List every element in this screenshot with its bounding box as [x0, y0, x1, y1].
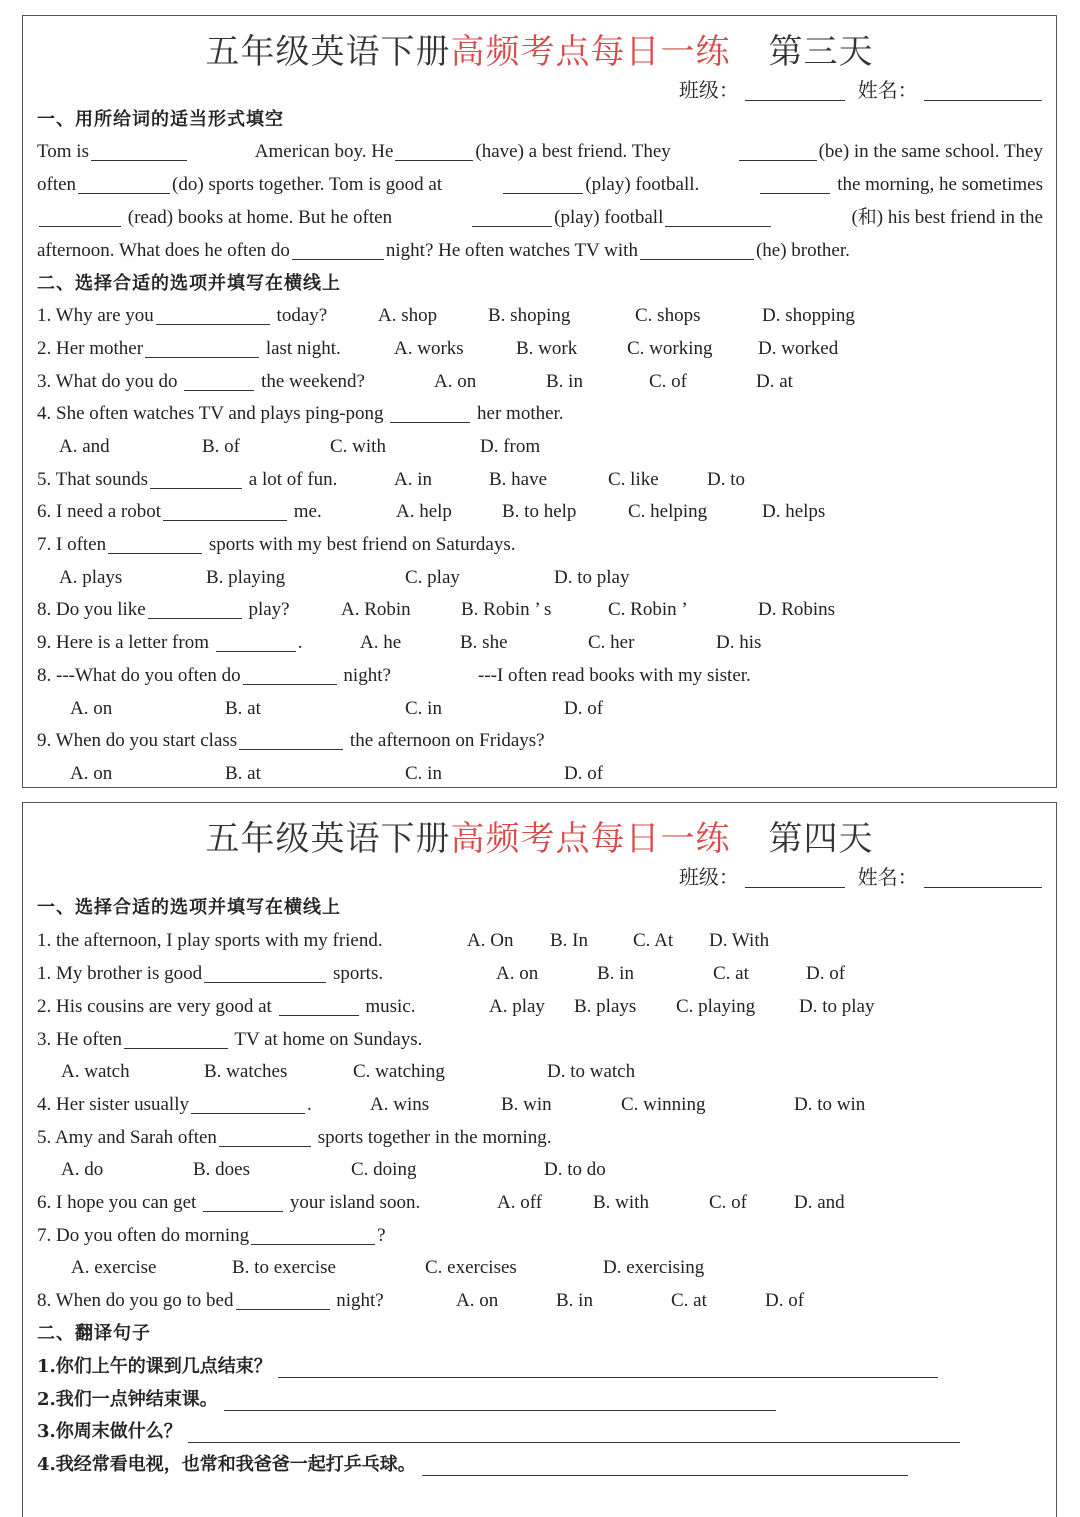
option-b[interactable]: B. with — [593, 1192, 649, 1213]
question-stem: 5. Amy and Sarah often — [37, 1127, 217, 1148]
worksheet-day3 — [22, 15, 1057, 788]
question — [37, 367, 1037, 397]
option-d[interactable]: D. of — [564, 698, 604, 719]
question-tail: today? — [276, 305, 328, 326]
question-stem: 9. Here is a letter from — [37, 632, 209, 653]
question-stem: 4. She often watches TV and plays ping-pong — [37, 403, 384, 424]
option-c[interactable]: C. At — [633, 930, 674, 951]
option-c[interactable]: C. Robin ’ — [608, 599, 688, 620]
worksheet-day4 — [22, 802, 1057, 1517]
translation-answer-line[interactable] — [278, 1357, 938, 1378]
option-c[interactable]: C. in — [405, 698, 442, 719]
option-c[interactable]: C. winning — [621, 1094, 706, 1115]
answer-blank[interactable] — [145, 337, 259, 358]
question — [37, 595, 1037, 625]
question — [37, 661, 1037, 691]
passage-text: (do) sports together. Tom is good at — [172, 174, 443, 195]
option-a[interactable]: A. on — [434, 371, 477, 392]
question — [37, 399, 1037, 429]
section-heading: 一、用所给词的适当形式填空 — [37, 109, 284, 130]
student-info — [679, 861, 1042, 890]
option-a[interactable]: A. shop — [378, 305, 438, 326]
question-stem: 2. Her mother — [37, 338, 144, 359]
options-row — [37, 1253, 1037, 1283]
option-d[interactable]: D. helps — [762, 501, 826, 522]
option-d[interactable]: D. from — [480, 436, 541, 457]
option-b[interactable]: B. in — [556, 1290, 593, 1311]
blank-field[interactable] — [39, 206, 121, 227]
option-c[interactable]: C. exercises — [425, 1257, 517, 1278]
passage-line — [37, 236, 850, 266]
option-a[interactable]: A. exercise — [71, 1257, 157, 1278]
answer-blank[interactable] — [148, 598, 242, 619]
blank-field[interactable] — [78, 173, 170, 194]
question — [37, 1123, 1037, 1153]
option-c[interactable]: C. playing — [676, 996, 756, 1017]
question-stem: 1. My brother is good — [37, 963, 203, 984]
options-row — [37, 432, 1037, 462]
name-field[interactable] — [924, 869, 1042, 888]
option-a[interactable]: A. on — [496, 963, 539, 984]
question-stem: 7. Do you often do morning — [37, 1225, 250, 1246]
question-stem: 5. That sounds — [37, 469, 149, 490]
question-tail: her mother. — [477, 403, 564, 424]
answer-blank[interactable] — [204, 962, 326, 983]
options-row — [37, 1057, 1037, 1087]
question — [37, 926, 1037, 956]
question-tail: . — [297, 632, 303, 653]
option-b[interactable]: B. shoping — [488, 305, 571, 326]
title-day: 第四天 — [768, 819, 874, 859]
option-b[interactable]: B. at — [225, 698, 261, 719]
option-c[interactable]: C. doing — [351, 1159, 417, 1180]
options-row — [37, 694, 1037, 724]
option-c[interactable]: C. play — [405, 567, 460, 588]
option-d[interactable]: D. shopping — [762, 305, 855, 326]
option-b[interactable]: B. at — [225, 763, 261, 784]
class-label: 班级： — [678, 865, 739, 889]
option-d[interactable]: D. worked — [758, 338, 839, 359]
question-tail: night? — [336, 1290, 384, 1311]
blank-field[interactable] — [503, 173, 583, 194]
title-red: 高频考点每日一练 — [450, 819, 731, 859]
answer-blank[interactable] — [108, 533, 202, 554]
answer-blank[interactable] — [124, 1028, 228, 1049]
question — [37, 1286, 1037, 1316]
class-field[interactable] — [745, 869, 845, 888]
option-b[interactable]: B. plays — [574, 996, 637, 1017]
translation-item — [37, 1417, 960, 1447]
option-b[interactable]: B. Robin ’ s — [461, 599, 552, 620]
passage-text: (read) books at home. But he often — [127, 207, 393, 228]
option-a[interactable]: A. in — [394, 469, 432, 490]
question-tail: . — [306, 1094, 312, 1115]
passage-text: (play) football. — [585, 174, 700, 195]
blank-field[interactable] — [292, 239, 384, 260]
question — [37, 628, 1037, 658]
passage-text: (have) a best friend. They — [475, 141, 671, 162]
option-a[interactable]: A. play — [489, 996, 545, 1017]
blank-field[interactable] — [472, 206, 552, 227]
question-stem: 1. the afternoon, I play sports with my friend. — [37, 930, 383, 951]
translation-prompt: 1.你们上午的课到几点结束？ — [37, 1356, 272, 1377]
question-tail: your island soon. — [289, 1192, 421, 1213]
passage-line — [37, 137, 1043, 167]
option-c[interactable]: C. her — [588, 632, 635, 653]
question — [37, 497, 1037, 527]
blank-field[interactable] — [91, 140, 187, 161]
option-a[interactable]: A. do — [61, 1159, 104, 1180]
question-tail: ? — [377, 1225, 386, 1246]
answer-blank[interactable] — [191, 1093, 305, 1114]
option-d[interactable]: D. of — [564, 763, 604, 784]
question-stem: 7. I often — [37, 534, 107, 555]
option-d[interactable]: D. to play — [554, 567, 630, 588]
option-d[interactable]: D. exercising — [603, 1257, 705, 1278]
name-field[interactable] — [924, 82, 1042, 101]
question-stem: 2. His cousins are very good at — [37, 996, 272, 1017]
title-black: 五年级英语下册 — [205, 819, 451, 859]
passage-text: (play) football — [554, 207, 664, 228]
question-stem: 9. When do you start class — [37, 730, 238, 751]
question-tail: me. — [293, 501, 322, 522]
section-heading: 一、选择合适的选项并填写在横线上 — [37, 897, 341, 918]
option-a[interactable]: A. works — [394, 338, 464, 359]
translation-answer-line[interactable] — [188, 1422, 960, 1443]
answer-blank[interactable] — [184, 370, 254, 391]
option-a[interactable]: A. Robin — [341, 599, 411, 620]
question — [37, 1090, 1037, 1120]
passage-text: afternoon. What does he often do — [37, 240, 290, 261]
title-red: 高频考点每日一练 — [450, 32, 731, 72]
option-d[interactable]: D. to — [707, 469, 745, 490]
option-b[interactable]: B. in — [597, 963, 634, 984]
question-stem: 3. What do you do — [37, 371, 178, 392]
option-b[interactable]: B. win — [501, 1094, 552, 1115]
question-tail: a lot of fun. — [248, 469, 338, 490]
worksheet-title — [23, 811, 1056, 860]
option-d[interactable]: D. With — [709, 930, 770, 951]
option-a[interactable]: A. and — [59, 436, 110, 457]
section-heading: 二、翻译句子 — [37, 1323, 151, 1344]
name-label: 姓名： — [857, 865, 918, 889]
option-b[interactable]: B. watches — [204, 1061, 288, 1082]
passage-text: the morning, he sometimes — [837, 174, 1043, 195]
blank-field[interactable] — [665, 206, 771, 227]
passage-text: American boy. He — [254, 141, 394, 162]
options-row — [37, 1155, 1037, 1185]
translation-item — [37, 1352, 938, 1382]
class-label: 班级： — [678, 78, 739, 102]
question-stem: 3. He often — [37, 1029, 122, 1050]
passage-line — [37, 170, 1043, 200]
answer-blank[interactable] — [236, 1289, 330, 1310]
question-tail: the afternoon on Fridays? — [349, 730, 545, 751]
name-label: 姓名： — [857, 78, 918, 102]
translation-prompt: 4.我经常看电视，也常和我爸爸一起打乒乓球。 — [37, 1454, 416, 1475]
option-d[interactable]: D. to do — [544, 1159, 606, 1180]
question-stem: 6. I need a robot — [37, 501, 161, 522]
option-d[interactable]: D. of — [806, 963, 846, 984]
passage-text: night? He often watches TV with — [385, 240, 638, 261]
option-c[interactable]: C. like — [608, 469, 659, 490]
option-c[interactable]: C. helping — [628, 501, 708, 522]
answer-blank[interactable] — [203, 1191, 283, 1212]
blank-field[interactable] — [760, 173, 830, 194]
option-c[interactable]: C. shops — [635, 305, 701, 326]
option-a[interactable]: A. off — [497, 1192, 543, 1213]
option-b[interactable]: B. to exercise — [232, 1257, 336, 1278]
translation-item — [37, 1385, 776, 1415]
option-b[interactable]: B. to help — [502, 501, 577, 522]
options-row — [37, 759, 1037, 789]
option-b[interactable]: B. in — [546, 371, 583, 392]
title-black: 五年级英语下册 — [205, 32, 451, 72]
question-tail: sports with my best friend on Saturdays. — [208, 534, 516, 555]
passage-text: (和) his best friend in the — [851, 207, 1043, 228]
translation-answer-line[interactable] — [224, 1390, 776, 1411]
passage-text: often — [37, 174, 77, 195]
question-stem: 8. Do you like — [37, 599, 146, 620]
question-tail: last night. — [265, 338, 341, 359]
option-c[interactable]: C. at — [713, 963, 749, 984]
option-b[interactable]: B. she — [460, 632, 508, 653]
option-b[interactable]: B. In — [550, 930, 588, 951]
answer-blank[interactable] — [156, 304, 270, 325]
passage-text: Tom is — [37, 141, 89, 162]
option-d[interactable]: D. to play — [799, 996, 875, 1017]
options-row — [37, 563, 1037, 593]
question-tail: sports together in the morning. — [317, 1127, 552, 1148]
answer-blank[interactable] — [251, 1224, 375, 1245]
question-answer-text: ---I often read books with my sister. — [478, 665, 751, 686]
option-a[interactable]: A. watch — [61, 1061, 130, 1082]
question — [37, 1025, 1037, 1055]
option-b[interactable]: B. playing — [206, 567, 286, 588]
option-a[interactable]: A. help — [396, 501, 452, 522]
blank-field[interactable] — [395, 140, 473, 161]
question-tail: play? — [248, 599, 290, 620]
question-stem: 6. I hope you can get — [37, 1192, 197, 1213]
answer-blank[interactable] — [150, 468, 242, 489]
option-d[interactable]: D. his — [716, 632, 762, 653]
option-c[interactable]: C. working — [627, 338, 713, 359]
answer-blank[interactable] — [390, 402, 470, 423]
option-a[interactable]: A. plays — [59, 567, 123, 588]
option-c[interactable]: C. watching — [353, 1061, 445, 1082]
option-d[interactable]: D. to watch — [547, 1061, 636, 1082]
question — [37, 726, 1037, 756]
option-b[interactable]: B. of — [202, 436, 240, 457]
question — [37, 959, 1037, 989]
class-field[interactable] — [745, 82, 845, 101]
question-stem: 1. Why are you — [37, 305, 154, 326]
question-stem: 4. Her sister usually — [37, 1094, 189, 1115]
option-a[interactable]: A. on — [70, 763, 113, 784]
option-b[interactable]: B. does — [193, 1159, 250, 1180]
question-tail: music. — [365, 996, 416, 1017]
translation-answer-line[interactable] — [422, 1455, 908, 1476]
option-d[interactable]: D. of — [765, 1290, 805, 1311]
option-b[interactable]: B. have — [489, 469, 548, 490]
question — [37, 301, 1037, 331]
question — [37, 992, 1037, 1022]
option-d[interactable]: D. at — [756, 371, 793, 392]
section-heading: 二、选择合适的选项并填写在横线上 — [37, 273, 341, 294]
answer-blank[interactable] — [243, 664, 337, 685]
translation-prompt: 3.你周末做什么？ — [37, 1421, 182, 1442]
question-stem: 8. When do you go to bed — [37, 1290, 234, 1311]
translation-item — [37, 1450, 908, 1480]
question — [37, 334, 1037, 364]
question — [37, 1188, 1037, 1218]
passage-text: (be) in the same school. They — [818, 141, 1043, 162]
blank-field[interactable] — [640, 239, 754, 260]
translation-prompt: 2.我们一点钟结束课。 — [37, 1389, 218, 1410]
option-d[interactable]: D. and — [794, 1192, 845, 1213]
passage-line — [37, 203, 1043, 233]
worksheet-title — [23, 24, 1056, 73]
option-a[interactable]: A. On — [467, 930, 514, 951]
option-c[interactable]: C. at — [671, 1290, 707, 1311]
option-a[interactable]: A. on — [70, 698, 113, 719]
question-tail: sports. — [332, 963, 384, 984]
option-c[interactable]: C. of — [709, 1192, 747, 1213]
question — [37, 465, 1037, 495]
question-tail: night? — [343, 665, 391, 686]
option-d[interactable]: D. Robins — [758, 599, 836, 620]
answer-blank[interactable] — [163, 500, 287, 521]
question — [37, 1221, 1037, 1251]
option-d[interactable]: D. to win — [794, 1094, 866, 1115]
option-c[interactable]: C. of — [649, 371, 687, 392]
question-tail: TV at home on Sundays. — [234, 1029, 423, 1050]
option-a[interactable]: A. he — [360, 632, 402, 653]
student-info — [679, 74, 1042, 103]
option-a[interactable]: A. wins — [370, 1094, 430, 1115]
answer-blank[interactable] — [216, 631, 296, 652]
passage-text: (he) brother. — [755, 240, 850, 261]
option-c[interactable]: C. with — [330, 436, 386, 457]
question — [37, 530, 1037, 560]
answer-blank[interactable] — [219, 1126, 311, 1147]
answer-blank[interactable] — [239, 729, 343, 750]
option-a[interactable]: A. on — [456, 1290, 499, 1311]
option-b[interactable]: B. work — [516, 338, 578, 359]
option-c[interactable]: C. in — [405, 763, 442, 784]
title-day: 第三天 — [768, 32, 874, 72]
blank-field[interactable] — [739, 140, 817, 161]
question-stem: 8. ---What do you often do — [37, 665, 241, 686]
question-tail: the weekend? — [261, 371, 365, 392]
answer-blank[interactable] — [279, 995, 359, 1016]
